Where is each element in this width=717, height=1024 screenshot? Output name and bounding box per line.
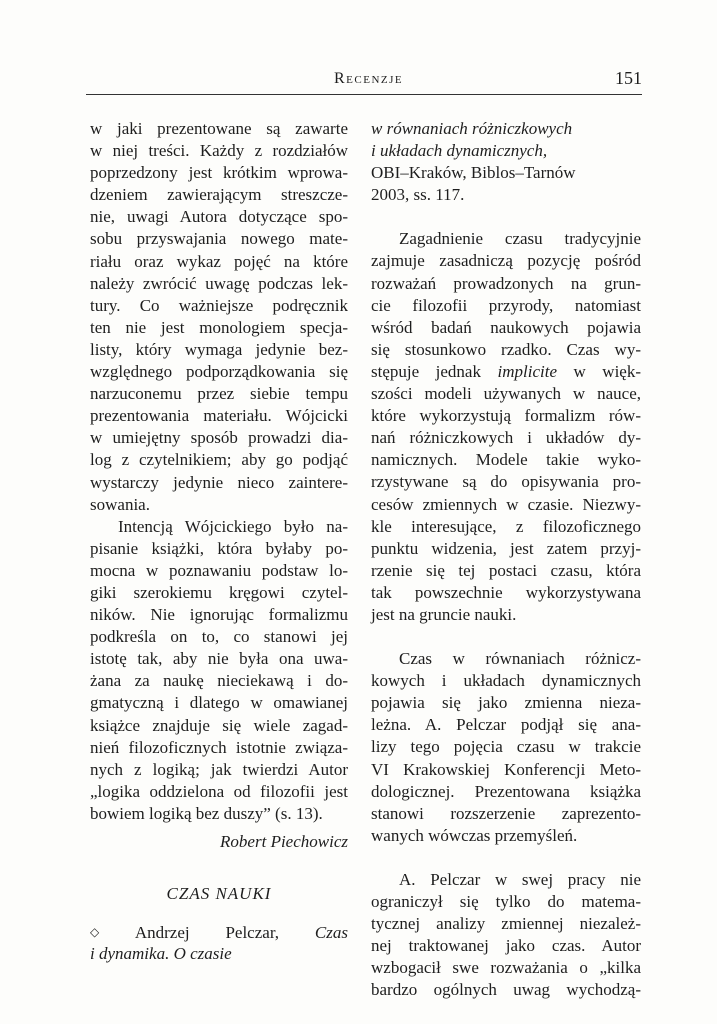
text-line: ników. Nie ignorując formalizmu xyxy=(90,605,348,625)
text-line: mocna w poznawaniu podstaw lo- xyxy=(90,560,348,580)
text-line: Czas w równaniach różnicz- xyxy=(399,649,641,669)
text-line: nych z logiką; jak twierdzi Autor xyxy=(90,759,348,779)
text-line: które wykorzystują formalizm rów- xyxy=(371,406,641,426)
text-line: sobu przyswajania nowego mate- xyxy=(90,229,348,249)
text-line: kowych i układach dynamicznych xyxy=(371,671,641,691)
text-line: ograniczył się tylko do matema- xyxy=(371,892,641,911)
running-head: Recenzje xyxy=(334,70,404,87)
text-line: podkreśla on to, co stanowi jej xyxy=(90,627,348,647)
bibliography-line: w równaniach różniczkowych xyxy=(371,119,573,138)
text-line: wzbogacił swe rozważania o „kilka xyxy=(371,958,641,978)
text-line: dologicznej. Prezentowana książka xyxy=(371,781,641,801)
text-line: książce znajduje się wiele zagad- xyxy=(90,715,348,735)
text-line: tak powszechnie wykorzystywana xyxy=(371,582,641,602)
text-line: nań różniczkowych i układów dy- xyxy=(371,428,641,448)
text-line: poprzedzony jest krótkim wprowa- xyxy=(90,163,348,183)
text-line: Intencją Wójcickiego było na- xyxy=(118,516,348,536)
bibliography-line: 2003, ss. 117. xyxy=(371,185,465,205)
bibliography-line: i układach dynamicznych, xyxy=(371,141,548,161)
paragraph xyxy=(371,228,641,626)
text-line: giki szerokiemu kręgowi czytel- xyxy=(90,582,348,602)
text-line: zajmuje zasadniczą pozycję pośród xyxy=(371,251,641,271)
bibliography-line xyxy=(90,921,348,943)
text-line: względnego podporządkowania się xyxy=(90,362,348,382)
text-line: należy zwrócić uwagę podczas lek- xyxy=(90,273,348,293)
text-line: rzystywane są do opisywania pro- xyxy=(371,472,641,492)
text-line: istotę tak, aby nie była ona uwa- xyxy=(90,649,348,669)
bibliography-line: i dynamika. O czasie xyxy=(90,944,232,964)
text-line: jest na gruncie nauki. xyxy=(371,604,517,624)
bibliography-continuation xyxy=(371,118,641,206)
text-line: tury. Co ważniejsze podręcznik xyxy=(90,295,348,315)
text-line: punktu widzenia, jest zatem przyj- xyxy=(371,538,641,558)
book-author: Andrzej Pelczar, xyxy=(134,923,315,943)
text-line: leżna. A. Pelczar podjął się ana- xyxy=(371,715,641,735)
book-title: Czas xyxy=(314,923,348,943)
text-fragment: stępuje jednak xyxy=(371,361,498,381)
text-line: bardzo ogólnych uwag wychodzą- xyxy=(371,980,641,1000)
text-line: „logika oddzielona od filozofii jest xyxy=(90,781,348,801)
text-line: lizy tego pojęcia czasu w trakcie xyxy=(371,737,641,757)
text-line: w umiejętny sposób prowadzi dia- xyxy=(90,428,348,448)
text-line: szości modeli używanych w nauce, xyxy=(371,384,641,404)
text-line: VI Krakowskiej Konferencji Meto- xyxy=(371,759,641,779)
text-line: bowiem logiką bez duszy” (s. 13). xyxy=(90,803,323,823)
text-line: sowania. xyxy=(90,494,150,514)
left-column xyxy=(90,118,348,965)
text-line: w jaki prezentowane są zawarte xyxy=(90,119,348,138)
section-title: CZAS NAUKI xyxy=(166,884,272,904)
text-line: tycznej analizy zmiennej niezależ- xyxy=(371,914,641,934)
text-line: w niej treści. Każdy z rozdziałów xyxy=(90,141,348,161)
text-line: rozważań prowadzonych na grun- xyxy=(371,273,641,293)
text-line: kle interesujące, z filozoficznego xyxy=(371,516,641,536)
diamond-bullet-icon: ◇ xyxy=(90,925,131,940)
text-line: prezentowania materiału. Wójcicki xyxy=(90,406,348,426)
text-line: pisanie książki, która byłaby po- xyxy=(90,538,348,558)
text-line: nień filozoficznych istotnie związa- xyxy=(90,737,348,757)
text-line: A. Pelczar w swej pracy nie xyxy=(399,869,641,889)
text-line: ten nie jest monologiem specja- xyxy=(90,317,348,337)
text-line: namicznych. Modele takie wyko- xyxy=(371,450,641,470)
text-line: żana za naukę nieciekawą i do- xyxy=(90,671,348,691)
text-line: dzeniem zawierającym streszcze- xyxy=(90,185,348,205)
text-line: narzuconemu przez siebie tempu xyxy=(90,384,348,404)
bibliography-line: OBI–Kraków, Biblos–Tarnów xyxy=(371,163,576,183)
text-line: nie, uwagi Autora dotyczące spo- xyxy=(90,207,348,227)
text-line: wśród badań naukowych pojawia xyxy=(371,317,641,337)
text-line: listy, który wymaga jedynie bez- xyxy=(90,339,348,359)
text-line: cesów zmiennych w czasie. Niezwy- xyxy=(371,494,641,514)
text-line: rzenie się tej postaci czasu, która xyxy=(371,560,641,580)
paragraph xyxy=(371,648,641,847)
text-fragment: w więk- xyxy=(556,361,641,381)
text-line: log z czytelnikiem; aby go podjąć xyxy=(90,450,348,470)
text-line xyxy=(371,361,641,383)
text-line: pojawia się jako zmienna nieza- xyxy=(371,693,641,713)
right-column xyxy=(371,118,641,1001)
reviewer-signature: Robert Piechowicz xyxy=(220,832,348,851)
page-header xyxy=(86,70,642,95)
text-line: wanych wówczas przemyśleń. xyxy=(371,825,578,845)
paragraph xyxy=(90,516,348,825)
page-number: 151 xyxy=(615,68,642,88)
text-line: się stosunkowo rzadko. Czas wy- xyxy=(371,339,641,359)
text-line: stanowi rozszerzenie zaprezento- xyxy=(371,803,641,823)
text-line: Zagadnienie czasu tradycyjnie xyxy=(399,229,641,249)
text-line: cie filozofii przyrody, natomiast xyxy=(371,295,641,315)
emphasis: implicite xyxy=(497,361,557,381)
paragraph xyxy=(371,869,641,1002)
text-line: wystarczy jedynie nieco zaintere- xyxy=(90,472,348,492)
text-line: riału oraz wykaz pojęć na które xyxy=(90,251,348,271)
text-line: gmatyczną i dlatego w omawianej xyxy=(90,693,348,713)
paragraph xyxy=(90,118,348,516)
text-line: nej traktowanej jako czas. Autor xyxy=(371,936,641,956)
